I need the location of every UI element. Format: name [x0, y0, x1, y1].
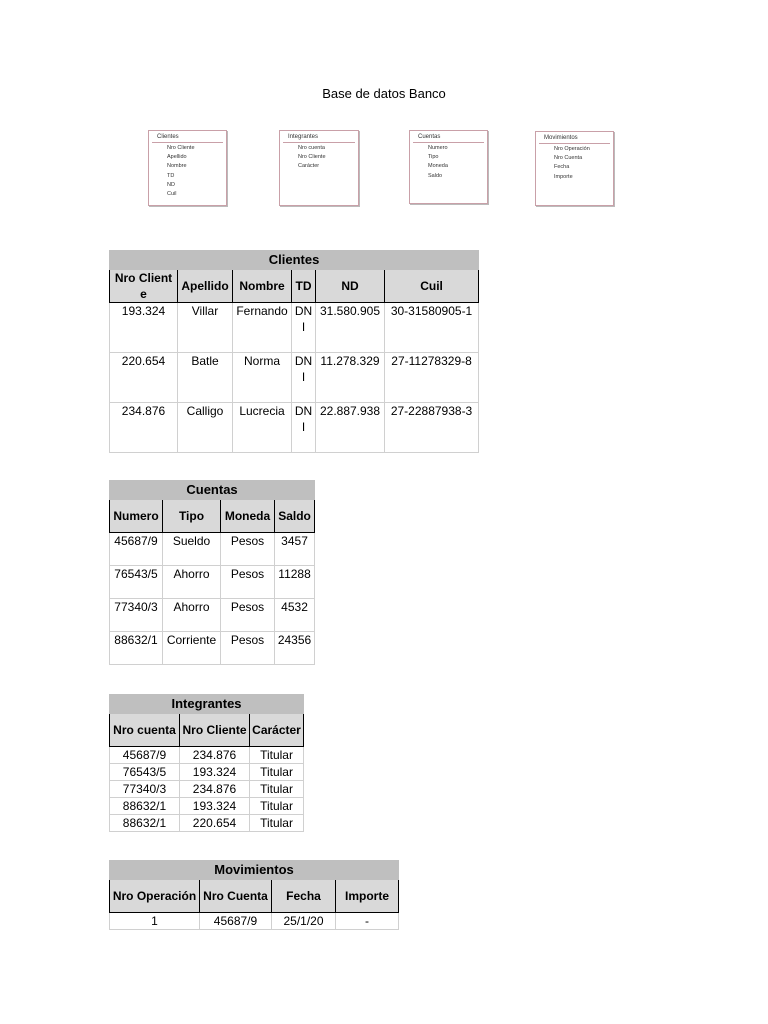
- table-cell: Lucrecia: [233, 403, 292, 453]
- table-cell: Norma: [233, 353, 292, 403]
- table-cell: 31.580.905: [316, 303, 385, 353]
- table-cell: 234.876: [110, 403, 178, 453]
- table-cell: 193.324: [180, 764, 250, 781]
- column-header: ND: [316, 270, 385, 303]
- table-row: [110, 566, 315, 599]
- column-header: Carácter: [250, 714, 304, 747]
- table-title: Movimientos: [110, 861, 399, 880]
- clientes-table: [109, 250, 479, 453]
- table-cell: 76543/5: [110, 764, 180, 781]
- entity-field: Cuil: [167, 191, 177, 198]
- column-header: Nombre: [233, 270, 292, 303]
- table-cell: 193.324: [110, 303, 178, 353]
- column-header: TD: [292, 270, 316, 303]
- table-cell: 1: [110, 913, 200, 930]
- page-title: Base de datos Banco: [322, 86, 446, 101]
- table-cell: 30-31580905-1: [385, 303, 479, 353]
- table-cell: 25/1/20: [272, 913, 336, 930]
- table-cell: 220.654: [110, 353, 178, 403]
- table-cell: 234.876: [180, 747, 250, 764]
- table-title: Clientes: [110, 251, 479, 270]
- entity-field: Apellido: [167, 154, 187, 161]
- column-header: Numero: [110, 500, 163, 533]
- entity-title: Movimientos: [539, 132, 610, 144]
- table-cell: Pesos: [221, 566, 275, 599]
- table-row: [110, 798, 304, 815]
- column-header: Cuil: [385, 270, 479, 303]
- table-cell: Villar: [178, 303, 233, 353]
- entity-box-clientes: [148, 130, 227, 206]
- table-cell: Ahorro: [163, 599, 221, 632]
- table-cell: 4532: [275, 599, 315, 632]
- table-cell: Calligo: [178, 403, 233, 453]
- column-header: Nro Cuenta: [200, 880, 272, 913]
- table-row: [110, 353, 479, 403]
- table-cell: Ahorro: [163, 566, 221, 599]
- table-cell: 45687/9: [110, 747, 180, 764]
- table-cell: Pesos: [221, 533, 275, 566]
- entity-title: Cuentas: [413, 131, 484, 143]
- entity-field: Numero: [428, 145, 448, 151]
- column-header: Nro cuenta: [110, 714, 180, 747]
- entity-box-cuentas: [409, 130, 488, 204]
- table-cell: 22.887.938: [316, 403, 385, 453]
- entity-field: Saldo: [428, 172, 443, 179]
- movimientos-table: [109, 860, 399, 930]
- entity-field: Tipo: [428, 154, 439, 161]
- table-cell: Batle: [178, 353, 233, 403]
- table-cell: Titular: [250, 798, 304, 815]
- table-cell: Titular: [250, 815, 304, 832]
- column-header: Importe: [336, 880, 399, 913]
- integrantes-table: [109, 694, 304, 832]
- table-row: [110, 599, 315, 632]
- entity-field: Carácter: [298, 163, 320, 170]
- table-cell: 88632/1: [110, 815, 180, 832]
- table-cell: 193.324: [180, 798, 250, 815]
- table-cell: 88632/1: [110, 798, 180, 815]
- table-cell: 76543/5: [110, 566, 163, 599]
- column-header: Moneda: [221, 500, 275, 533]
- table-row: [110, 632, 315, 665]
- table-cell: 27-11278329-8: [385, 353, 479, 403]
- entity-field: Nro Cliente: [298, 154, 326, 161]
- table-title: Cuentas: [110, 481, 315, 500]
- table-cell: 11288: [275, 566, 315, 599]
- entity-field: ND: [167, 181, 175, 188]
- table-cell: 220.654: [180, 815, 250, 832]
- table-title: Integrantes: [110, 695, 304, 714]
- table-row: [110, 303, 479, 353]
- entity-field: Fecha: [554, 164, 570, 171]
- column-header: Nro Cliente: [180, 714, 250, 747]
- entity-title: Integrantes: [283, 131, 355, 143]
- table-row: [110, 764, 304, 781]
- table-cell: 11.278.329: [316, 353, 385, 403]
- table-row: [110, 781, 304, 798]
- table-cell: 77340/3: [110, 599, 163, 632]
- table-cell: DNI: [292, 353, 316, 403]
- entity-field: Nro Operación: [554, 146, 590, 152]
- table-cell: 27-22887938-3: [385, 403, 479, 453]
- entity-box-integrantes: [279, 130, 359, 206]
- column-header: Nro Cliente: [110, 270, 178, 303]
- table-cell: 3457: [275, 533, 315, 566]
- table-cell: Titular: [250, 764, 304, 781]
- table-row: [110, 747, 304, 764]
- entity-field: Nro cuenta: [298, 145, 325, 151]
- entity-field: TD: [167, 172, 175, 179]
- table-cell: Pesos: [221, 599, 275, 632]
- table-row: [110, 533, 315, 566]
- entity-field: Nombre: [167, 163, 187, 170]
- entity-title: Clientes: [152, 131, 223, 143]
- entity-field: Importe: [554, 173, 573, 180]
- table-cell: 45687/9: [200, 913, 272, 930]
- entity-field: Moneda: [428, 163, 448, 170]
- column-header: Tipo: [163, 500, 221, 533]
- table-cell: 77340/3: [110, 781, 180, 798]
- column-header: Saldo: [275, 500, 315, 533]
- table-cell: DNI: [292, 303, 316, 353]
- table-cell: Pesos: [221, 632, 275, 665]
- table-cell: 45687/9: [110, 533, 163, 566]
- table-cell: Corriente: [163, 632, 221, 665]
- column-header: Fecha: [272, 880, 336, 913]
- table-cell: Fernando: [233, 303, 292, 353]
- table-cell: 234.876: [180, 781, 250, 798]
- cuentas-table: [109, 480, 315, 665]
- table-row: [110, 815, 304, 832]
- entity-field: Nro Cuenta: [554, 155, 583, 162]
- column-header: Nro Operación: [110, 880, 200, 913]
- table-cell: -: [336, 913, 399, 930]
- entity-field: Nro Cliente: [167, 145, 195, 151]
- table-cell: 24356: [275, 632, 315, 665]
- table-cell: Titular: [250, 781, 304, 798]
- table-cell: 88632/1: [110, 632, 163, 665]
- table-cell: DNI: [292, 403, 316, 453]
- column-header: Apellido: [178, 270, 233, 303]
- table-row: [110, 913, 399, 930]
- table-row: [110, 403, 479, 453]
- table-cell: Sueldo: [163, 533, 221, 566]
- table-cell: Titular: [250, 747, 304, 764]
- entity-box-movimientos: [535, 131, 614, 206]
